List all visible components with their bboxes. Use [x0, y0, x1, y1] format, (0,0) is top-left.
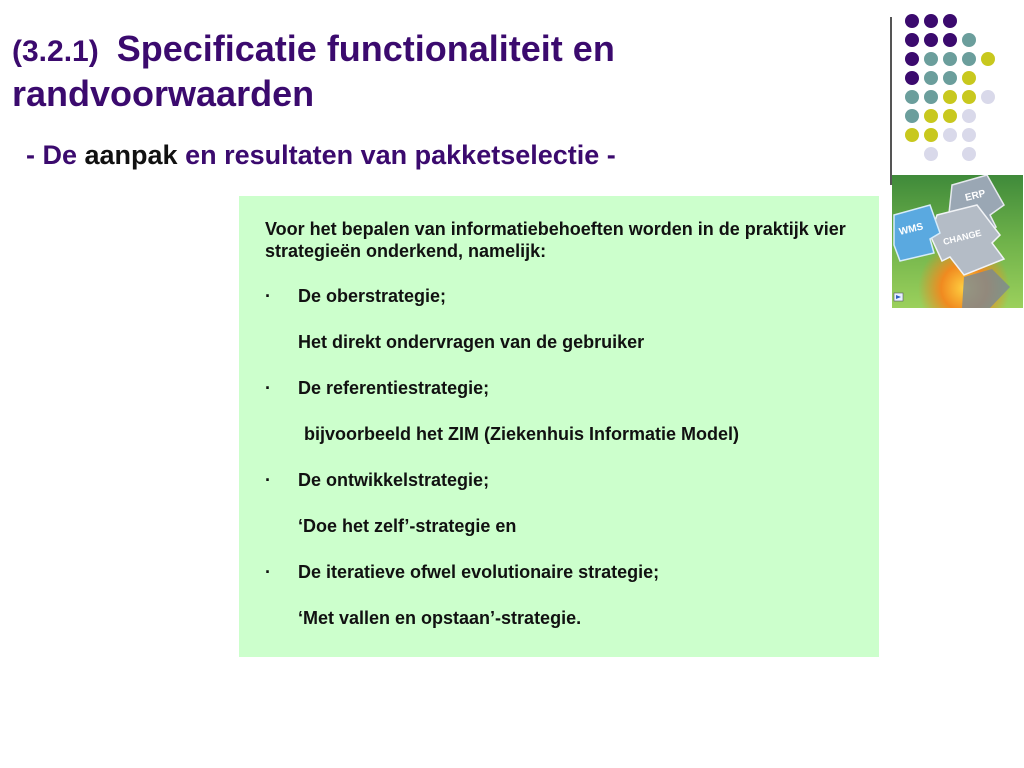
- divider-line: [890, 17, 892, 185]
- decorative-dot: [924, 109, 938, 123]
- decorative-dot: [962, 90, 976, 104]
- bullet-marker: ·: [265, 286, 271, 306]
- puzzle-illustration: [892, 175, 1023, 308]
- decorative-dot: [981, 52, 995, 66]
- list-item: [265, 561, 859, 583]
- strategy-detail: Het direkt ondervragen van de gebruiker: [298, 332, 645, 352]
- decorative-dot: [962, 71, 976, 85]
- decorative-dot: [962, 33, 976, 47]
- erp-change-puzzle-image: [892, 175, 1023, 308]
- decorative-dot: [924, 33, 938, 47]
- strategy-label: De iteratieve ofwel evolutionaire strategie;: [298, 562, 660, 582]
- slide-title-text: Specificatie functionaliteit en randvoorwaarden: [12, 28, 615, 114]
- decorative-dot: [924, 147, 938, 161]
- decorative-dot: [905, 71, 919, 85]
- decorative-dot: [943, 90, 957, 104]
- puzzle-label-wms: WMS: [898, 221, 925, 238]
- subtitle-suffix: en resultaten van pakketselectie -: [177, 140, 616, 170]
- list-item: [265, 469, 859, 491]
- slide-title: [12, 28, 872, 116]
- content-panel: [239, 196, 879, 657]
- decorative-dot: [905, 33, 919, 47]
- list-item: [265, 377, 859, 399]
- decorative-dot: [924, 90, 938, 104]
- decorative-dot: [924, 14, 938, 28]
- list-item: [265, 285, 859, 307]
- strategy-detail: ‘Met vallen en opstaan’-strategie.: [298, 608, 582, 628]
- subtitle-keyword: aanpak: [84, 140, 178, 170]
- decorative-dot: [943, 14, 957, 28]
- decorative-dot: [905, 90, 919, 104]
- bullet-marker: ·: [265, 470, 271, 490]
- decorative-dot: [924, 71, 938, 85]
- decorative-dot: [943, 109, 957, 123]
- slide-subtitle: [26, 138, 616, 172]
- intro-text: Voor het bepalen van informatiebehoeften worden in de praktijk vier strategieën onderkend, namelijk:: [265, 219, 846, 261]
- decorative-dot: [924, 128, 938, 142]
- subtitle-prefix: - De: [26, 140, 85, 170]
- decorative-dot: [943, 71, 957, 85]
- decorative-dot: [981, 90, 995, 104]
- decorative-dot: [905, 128, 919, 142]
- decorative-dot: [905, 109, 919, 123]
- decorative-dot: [962, 52, 976, 66]
- decorative-dot: [962, 147, 976, 161]
- bullet-marker: ·: [265, 378, 271, 398]
- strategy-detail: bijvoorbeeld het ZIM (Ziekenhuis Informatie Model): [304, 424, 740, 444]
- decorative-dot-grid: [905, 14, 1015, 164]
- bullet-marker: ·: [265, 562, 271, 582]
- strategy-detail: ‘Doe het zelf’-strategie en: [298, 516, 517, 536]
- decorative-dot: [962, 109, 976, 123]
- decorative-dot: [962, 128, 976, 142]
- strategy-label: De oberstrategie;: [298, 286, 447, 306]
- decorative-dot: [924, 52, 938, 66]
- decorative-dot: [943, 128, 957, 142]
- decorative-dot: [905, 14, 919, 28]
- slide-number: (3.2.1): [12, 35, 99, 68]
- puzzle-label-change: CHANGE: [942, 227, 983, 247]
- strategy-label: De referentiestrategie;: [298, 378, 490, 398]
- strategy-label: De ontwikkelstrategie;: [298, 470, 490, 490]
- decorative-dot: [943, 52, 957, 66]
- puzzle-label-erp: ERP: [964, 188, 987, 204]
- decorative-dot: [943, 33, 957, 47]
- decorative-dot: [905, 52, 919, 66]
